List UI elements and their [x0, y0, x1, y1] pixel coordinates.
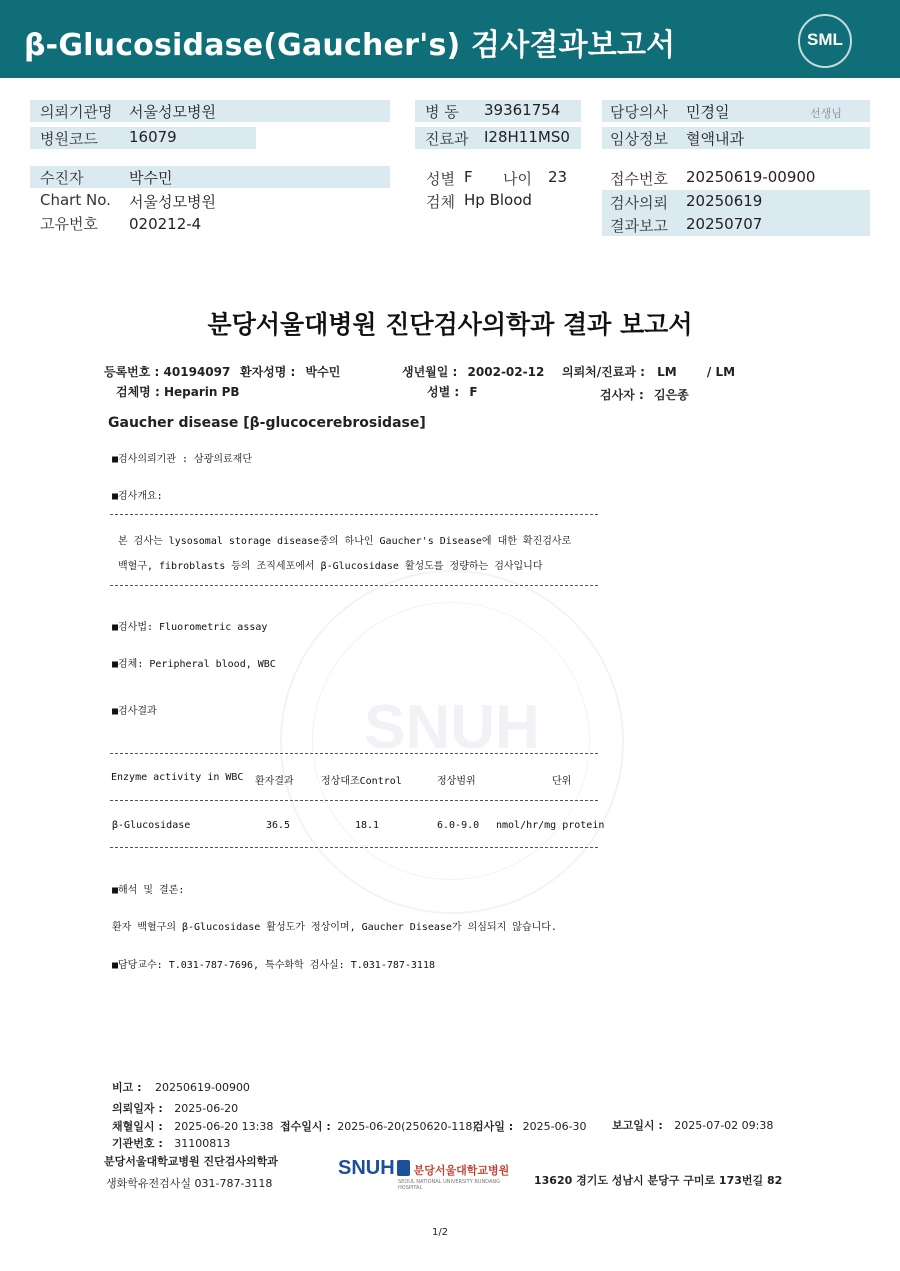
request-date-label: 의뢰일자 :	[112, 1102, 163, 1115]
receipt-time	[280, 1118, 477, 1134]
clinical-label: 임상정보	[610, 130, 668, 148]
sex-value: F	[464, 168, 473, 186]
clinical-value: 혈액내과	[686, 130, 744, 148]
sml-logo-text: SML	[807, 30, 843, 49]
snuh-logo-korean: 분당서울대학교병원	[413, 1164, 510, 1177]
dob-value: 2002-02-12	[467, 365, 545, 379]
specimen-name	[116, 383, 240, 400]
name-value: 박수민	[305, 365, 341, 379]
institution-number-value: 31100813	[174, 1137, 231, 1150]
reg-value: 40194097	[163, 365, 231, 379]
receipt-value: 20250619-00900	[686, 168, 816, 186]
report-sex-value: F	[469, 385, 478, 399]
specimen-name-label: 검체명 :	[116, 385, 160, 399]
table-cell-patient: 36.5	[266, 820, 291, 831]
report-title: 분당서울대병원 진단검사의학과 결과 보고서	[207, 310, 693, 339]
patient-name	[240, 363, 340, 380]
age-label: 나이	[503, 170, 532, 188]
hospital-code-value: 16079	[129, 128, 177, 146]
institution-value: 서울성모병원	[129, 103, 216, 121]
request-label: 검사의뢰	[610, 194, 668, 212]
snuh-logo-english: SEOUL NATIONAL UNIVERSITY BUNDANG HOSPITAL	[398, 1179, 500, 1191]
table-header-range: 정상범위	[437, 776, 476, 787]
receipt-label: 접수번호	[610, 170, 668, 188]
doctor-value: 민경일	[686, 103, 730, 121]
test-date	[473, 1118, 587, 1134]
name-label: 환자성명 :	[240, 365, 296, 379]
draw-time	[112, 1118, 273, 1134]
table-header-control: 정상대조Control	[321, 776, 402, 787]
interpretation-text: 환자 백혈구의 β-Glucosidase 활성도가 정상이며, Gaucher Disease가 의심되지 않습니다.	[112, 922, 557, 933]
table-header-enzyme: Enzyme activity in WBC	[111, 772, 244, 783]
reg-label: 등록번호 :	[104, 365, 160, 379]
institution-label: 의뢰기관명	[40, 103, 113, 121]
ward-label: 병 동	[425, 103, 459, 121]
specimen-value: Hp Blood	[464, 191, 532, 209]
method-line: ■검사법: Fluorometric assay	[112, 622, 268, 633]
interpretation-label: ■해석 및 결론:	[112, 885, 185, 896]
receipt-time-label: 접수일시 :	[280, 1120, 331, 1133]
test-date-value: 2025-06-30	[522, 1120, 587, 1133]
note-label: 비고 :	[112, 1081, 142, 1094]
divider	[110, 800, 598, 801]
tester	[600, 386, 689, 403]
test-name: Gaucher disease [β-glucocerebrosidase]	[108, 415, 426, 431]
draw-time-label: 채혈일시 :	[112, 1120, 163, 1133]
result-label: ■검사결과	[112, 706, 157, 717]
report-date-label: 결과보고	[610, 217, 668, 235]
uid-value: 020212-4	[129, 215, 202, 233]
lab-line: ■검사의뢰기관 : 삼광의료재단	[112, 454, 253, 465]
referral	[562, 363, 735, 380]
ward-value: 39361754	[484, 101, 561, 119]
divider	[110, 847, 598, 848]
snuh-logo	[338, 1157, 510, 1191]
overview-line-1: 본 검사는 lysosomal storage disease중의 하나인 Gaucher's Disease에 대한 확진검사로	[118, 536, 572, 547]
note	[112, 1079, 250, 1095]
divider	[110, 753, 598, 754]
age-value: 23	[548, 168, 568, 186]
table-cell-unit: nmol/hr/mg protein	[496, 820, 605, 831]
receipt-time-value: 2025-06-20(250620-118)	[337, 1120, 477, 1133]
report-time-label: 보고일시 :	[612, 1119, 663, 1132]
specimen-name-value: Heparin PB	[163, 385, 240, 399]
footer-lab-phone: 생화학유전검사실 031-787-3118	[106, 1177, 273, 1190]
hospital-code-label: 병원코드	[40, 130, 98, 148]
test-date-label: 검사일 :	[473, 1120, 514, 1133]
request-value: 20250619	[686, 192, 763, 210]
draw-time-value: 2025-06-20 13:38	[174, 1120, 274, 1133]
institution-number	[112, 1135, 230, 1151]
tester-label: 검사자 :	[600, 388, 644, 402]
institution-number-label: 기관번호 :	[112, 1137, 163, 1150]
table-cell-range: 6.0-9.0	[437, 820, 480, 831]
doctor-label: 담당의사	[610, 103, 668, 121]
contact-line: ■담당교수: T.031-787-7696, 특수화학 검사실: T.031-787-3118	[112, 960, 435, 971]
request-date-value: 2025-06-20	[174, 1102, 239, 1115]
specimen-label: 검체	[426, 193, 455, 211]
sample-line: ■검체: Peripheral blood, WBC	[112, 659, 276, 670]
report-time-value: 2025-07-02 09:38	[674, 1119, 774, 1132]
referral-value: LM	[657, 365, 677, 379]
page-title: β-Glucosidase(Gaucher's) 검사결과보고서	[24, 28, 676, 63]
chart-label: Chart No.	[40, 191, 111, 209]
patient-value: 박수민	[129, 169, 173, 187]
report-date-value: 20250707	[686, 215, 763, 233]
table-header-unit: 단위	[552, 776, 572, 787]
report-header	[0, 0, 900, 78]
uid-label: 고유번호	[40, 215, 98, 233]
divider	[110, 585, 598, 586]
table-cell-enzyme: β-Glucosidase	[112, 820, 191, 831]
overview-label: ■검사개요:	[112, 491, 163, 502]
report-time	[612, 1117, 773, 1133]
dob	[402, 363, 544, 380]
watermark-ring	[312, 602, 590, 880]
request-date	[112, 1100, 238, 1116]
snuh-logo-text: SNUH	[338, 1157, 395, 1179]
report-sex	[427, 383, 478, 400]
patient-bar	[30, 166, 390, 188]
report-sex-label: 성별 :	[427, 385, 460, 399]
page-number: 1/2	[432, 1227, 449, 1238]
sex-label: 성별	[426, 170, 455, 188]
sml-logo	[798, 14, 852, 68]
dob-label: 생년월일 :	[402, 365, 458, 379]
divider	[110, 514, 598, 515]
snuh-watermark	[280, 570, 624, 914]
chart-value: 서울성모병원	[129, 193, 216, 211]
overview-line-2: 백혈구, fibroblasts 등의 조직세포에서 β-Glucosidase 활성도를 정량하는 검사입니다	[118, 561, 543, 572]
table-header-patient: 환자결과	[255, 776, 294, 787]
dept-value: I28H11MS0	[484, 128, 570, 146]
note-value: 20250619-00900	[154, 1081, 250, 1094]
doctor-suffix: 선생님	[810, 107, 842, 120]
dept-label: 진료과	[425, 130, 469, 148]
table-cell-control: 18.1	[355, 820, 380, 831]
referral-value-2: / LM	[706, 365, 736, 379]
reg-no	[104, 363, 230, 380]
tester-value: 김은종	[653, 388, 689, 402]
watermark-text: SNUH	[364, 693, 540, 762]
snuh-emblem-icon	[397, 1160, 410, 1176]
referral-label: 의뢰처/진료과 :	[562, 365, 645, 379]
footer-address: 13620 경기도 성남시 분당구 구미로 173번길 82	[534, 1174, 783, 1187]
footer-dept: 분당서울대학교병원 진단검사의학과	[104, 1155, 278, 1168]
patient-label: 수진자	[40, 169, 84, 187]
